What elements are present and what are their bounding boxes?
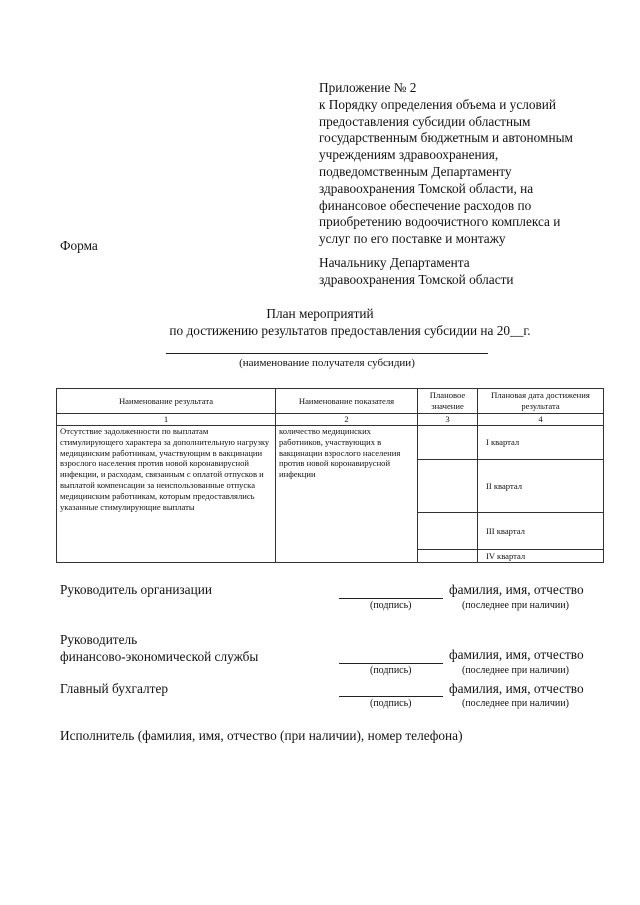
head-of-finance-line-2: финансово-экономической службы	[60, 648, 259, 664]
header-indicator-name: Наименование показателя	[276, 389, 418, 414]
table-header-row	[57, 389, 604, 414]
fio-label: фамилия, имя, отчество	[449, 582, 584, 597]
quarter-cell: IV квартал	[478, 550, 604, 563]
appendix-line: подведомственным Департаменту	[319, 163, 512, 179]
column-number: 1	[57, 414, 276, 426]
appendix-line: к Порядку определения объема и условий	[319, 96, 557, 112]
executor-label: Исполнитель (фамилия, имя, отчество (при наличии), номер телефона)	[60, 728, 463, 743]
document-subtitle: по достижению результатов предоставления субсидии на 20__г.	[169, 323, 531, 338]
quarter-cell: I квартал	[478, 426, 604, 460]
signature-line	[339, 598, 443, 599]
planned-value-cell	[418, 426, 478, 460]
signature-line	[339, 663, 443, 664]
column-number: 4	[478, 414, 604, 426]
appendix-line: Приложение № 2	[319, 80, 417, 95]
addressee	[319, 255, 514, 289]
appendix-header	[319, 80, 619, 248]
appendix-line: услуг по его поставке и монтажу	[319, 231, 506, 247]
planned-value-cell	[418, 550, 478, 563]
recipient-caption: (наименование получателя субсидии)	[239, 357, 415, 369]
document-title: План мероприятий	[266, 306, 374, 321]
column-number: 3	[418, 414, 478, 426]
quarter-cell: II квартал	[478, 460, 604, 513]
table-row	[57, 426, 604, 460]
recipient-name-line	[166, 353, 488, 354]
signature-caption: (подпись)	[370, 600, 412, 611]
header-planned-date: Плановая дата достижения результата	[478, 389, 604, 414]
form-label: Форма	[60, 238, 98, 253]
planned-value-cell	[418, 513, 478, 550]
addressee-line-2: здравоохранения Томской области	[319, 271, 514, 287]
appendix-line: здравоохранения Томской области, на	[319, 180, 534, 196]
fio-caption: (последнее при наличии)	[462, 698, 569, 709]
signature-caption: (подпись)	[370, 698, 412, 709]
addressee-line-1: Начальнику Департамента	[319, 255, 470, 270]
signature-line	[339, 696, 443, 697]
header-planned-value: Плановое значение	[418, 389, 478, 414]
column-number: 2	[276, 414, 418, 426]
fio-label: фамилия, имя, отчество	[449, 647, 584, 662]
fio-label: фамилия, имя, отчество	[449, 681, 584, 696]
indicator-name-cell: количество медицинских работников, участвующих в вакцинации взрослого населения против новой коронавирусной инфекции	[276, 426, 418, 563]
head-of-organization-label: Руководитель организации	[60, 582, 212, 597]
plan-table	[56, 388, 604, 563]
appendix-line: финансовое обеспечение расходов по	[319, 197, 532, 213]
appendix-line: приобретению водоочистного комплекса и	[319, 214, 561, 230]
result-name-cell: Отсутствие задолженности по выплатам стимулирующего характера за дополнительную нагрузку медицинским работникам, участвующим в вакцинации взрослого населения против новой коронавирусной инфекции, и расходам, связанным с оплатой отпусков и выплатой компенсации за неиспользованные отпуска медицинским работникам, которым предоставлялись указанные стимулирующие выплаты	[57, 426, 276, 563]
appendix-line: предоставления субсидии областным	[319, 113, 531, 129]
head-of-finance-label	[60, 632, 258, 665]
signature-caption: (подпись)	[370, 665, 412, 676]
head-of-finance-line-1: Руководитель	[60, 632, 138, 647]
appendix-line: государственным бюджетным и автономным	[319, 130, 573, 146]
appendix-line: учреждениям здравоохранения,	[319, 147, 499, 163]
planned-value-cell	[418, 460, 478, 513]
fio-caption: (последнее при наличии)	[462, 665, 569, 676]
header-result-name: Наименование результата	[57, 389, 276, 414]
table-number-row	[57, 414, 604, 426]
fio-caption: (последнее при наличии)	[462, 600, 569, 611]
chief-accountant-label: Главный бухгалтер	[60, 681, 169, 696]
quarter-cell: III квартал	[478, 513, 604, 550]
